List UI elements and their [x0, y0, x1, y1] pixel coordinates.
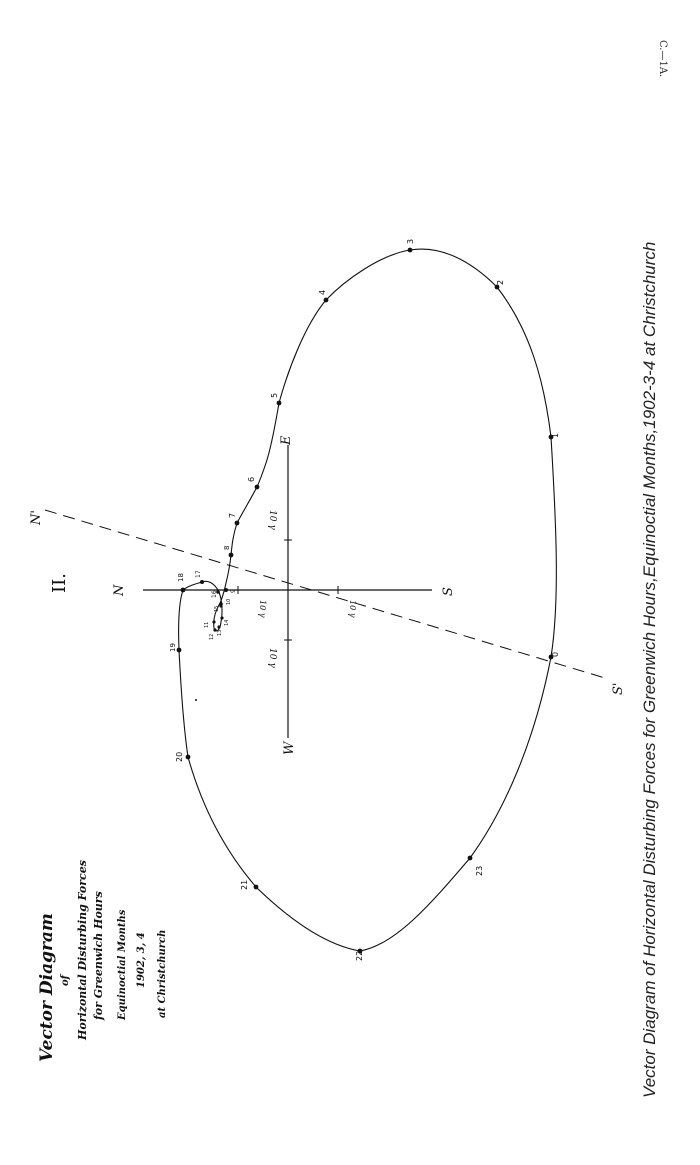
hour-label-23: 23 [475, 865, 484, 876]
hour-label-5: 5 [270, 392, 279, 398]
axis-label-s-prime: S' [611, 682, 626, 695]
title-line-years: 1902, 3, 4 [136, 932, 147, 988]
hour-point-13 [217, 625, 220, 628]
axis-label-e: E [279, 435, 294, 445]
hour-label-17: 17 [195, 570, 202, 578]
axis-label-n-prime: N' [29, 510, 44, 525]
hour-point-7 [235, 521, 240, 526]
hour-label-19: 19 [169, 643, 177, 652]
plate-id: C.—1A. [657, 40, 668, 78]
hour-point-17 [200, 580, 204, 584]
magnetic-meridian-dashed [45, 510, 605, 678]
figure-number: II. [49, 573, 70, 593]
title-line-equinoctial-months: Equinoctial Months [117, 909, 128, 1020]
axis-label-w: W [282, 741, 297, 755]
hour-label-11: 11 [204, 621, 210, 628]
hour-point-6 [255, 485, 260, 490]
scale-label-north: 10 γ [258, 600, 267, 618]
scale-label-east: 10 γ [267, 510, 277, 530]
hour-label-7: 7 [228, 512, 237, 518]
scale-label-south: 10 γ [348, 600, 357, 618]
hour-label-21: 21 [240, 879, 249, 890]
hour-label-4: 4 [318, 289, 327, 295]
axes-cross [143, 445, 432, 738]
hour-label-20: 20 [175, 751, 184, 762]
axis-label-n: N [112, 584, 127, 596]
hour-point-14 [220, 616, 223, 619]
hour-point-11 [212, 620, 215, 623]
hour-label-10: 10 [226, 598, 232, 605]
hour-point-8 [229, 553, 234, 558]
hour-label-15: 15 [214, 605, 220, 612]
title-line-vector-diagram: Vector Diagram [37, 913, 57, 1062]
hour-point-19 [177, 648, 182, 653]
hour-label-12: 12 [209, 633, 215, 640]
title-line-at-christchurch: at Christchurch [157, 929, 168, 1018]
hour-label-8: 8 [223, 545, 231, 550]
stray-mark [195, 699, 197, 701]
hour-label-0: 0 [551, 651, 560, 657]
hour-label-2: 2 [496, 279, 505, 285]
hour-point-23 [468, 856, 473, 861]
hour-label-16: 16 [211, 590, 218, 598]
hour-label-6: 6 [247, 476, 256, 482]
figure-caption: Vector Diagram of Horizontal Disturbing Forces for Greenwich Hours,Equinoctial Months,1902-3-4 at Christchurch [640, 241, 659, 1098]
hour-label-13: 13 [217, 629, 223, 636]
hour-label-22: 22 [355, 950, 364, 961]
hour-point-21 [254, 885, 259, 890]
hour-label-14: 14 [224, 619, 230, 626]
hour-point-3 [408, 248, 413, 253]
axis-label-s: S [441, 587, 456, 596]
hour-point-20 [186, 755, 191, 760]
hour-label-18: 18 [177, 573, 185, 582]
hour-point-5 [277, 401, 282, 406]
hour-labels [169, 239, 560, 961]
hour-point-4 [324, 298, 329, 303]
title-line-of: of [60, 975, 71, 986]
title-line-horizontal-disturbing-forces: Horizontal Disturbing Forces [76, 860, 89, 1040]
hour-label-3: 3 [406, 238, 415, 244]
hourly-vector-curve [179, 249, 557, 951]
title-line-greenwich-hours: for Greenwich Hours [92, 891, 105, 1020]
hour-point-18 [181, 588, 186, 593]
hour-point-9 [224, 588, 228, 592]
hour-points [177, 248, 554, 954]
hour-label-9: 9 [230, 589, 237, 593]
scale-label-west: 10 γ [267, 648, 277, 668]
hour-label-1: 1 [551, 432, 560, 438]
title-block [37, 860, 168, 1062]
